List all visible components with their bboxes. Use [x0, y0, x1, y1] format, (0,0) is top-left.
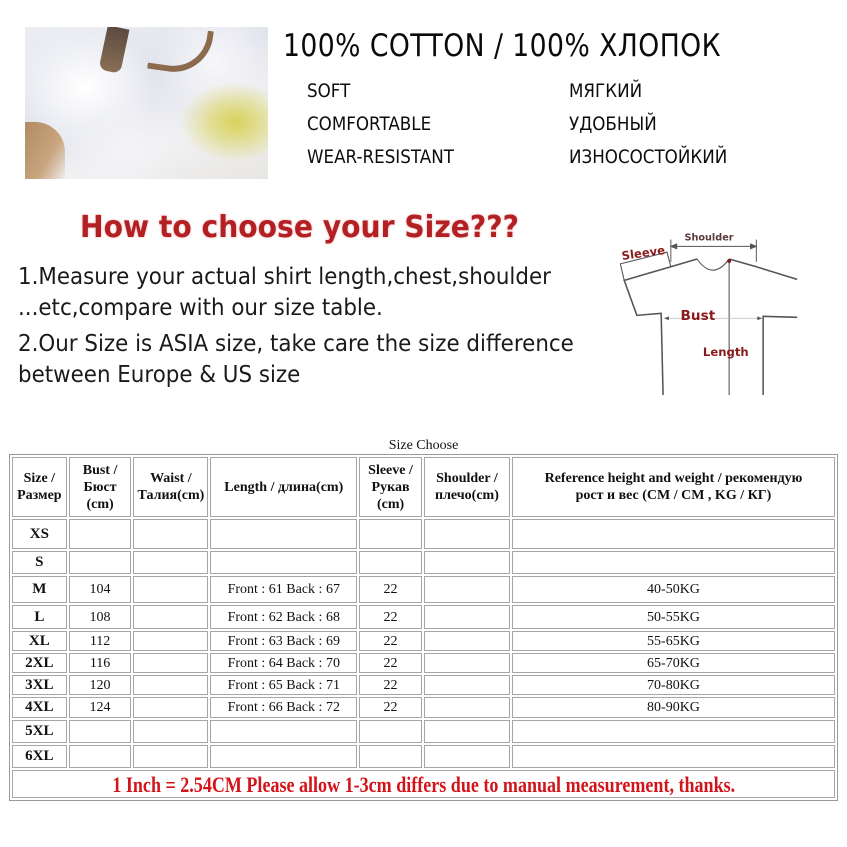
cell-size: M: [12, 576, 67, 603]
cell-bust: [69, 720, 132, 743]
table-row: [12, 653, 835, 673]
cell-shoulder: [424, 631, 510, 651]
cell-waist: [133, 720, 208, 743]
cell-bust: 112: [69, 631, 132, 651]
table-row: [12, 605, 835, 629]
cell-bust: 116: [69, 653, 132, 673]
cell-size: L: [12, 605, 67, 629]
label-length: Length: [702, 345, 749, 360]
table-header-row: [12, 457, 835, 517]
howto-title: How to choose your Size???: [80, 210, 519, 245]
table-row: [12, 675, 835, 695]
cell-bust: [69, 551, 132, 574]
cell-reference: 40-50KG: [512, 576, 835, 603]
tshirt-measurement-diagram: [600, 225, 800, 395]
cell-waist: [133, 697, 208, 718]
cell-waist: [133, 605, 208, 629]
length-line-icon: [727, 259, 731, 395]
cell-length: [210, 745, 357, 768]
cell-length: [210, 720, 357, 743]
table-row: [12, 745, 835, 768]
instruction-line-4: between Europe & US size: [18, 362, 301, 388]
cell-bust: 120: [69, 675, 132, 695]
cell-reference: [512, 720, 835, 743]
cell-sleeve: 22: [359, 697, 422, 718]
cell-reference: 50-55KG: [512, 605, 835, 629]
table-row: [12, 697, 835, 718]
cell-length: [210, 551, 357, 574]
cell-bust: 108: [69, 605, 132, 629]
cell-size: 5XL: [12, 720, 67, 743]
cotton-photo: [25, 27, 268, 179]
cell-reference: [512, 745, 835, 768]
cell-waist: [133, 519, 208, 549]
cell-size: XL: [12, 631, 67, 651]
cell-length: Front : 65 Back : 71: [210, 675, 357, 695]
header-reference: Reference height and weight / рекомендую рост и вес (CM / CM , KG / КГ): [512, 457, 835, 517]
table-row: [12, 519, 835, 549]
cell-size: XS: [12, 519, 67, 549]
cell-sleeve: 22: [359, 675, 422, 695]
cell-length: Front : 61 Back : 67: [210, 576, 357, 603]
cell-length: Front : 66 Back : 72: [210, 697, 357, 718]
feature-ru-wear-resistant: ИЗНОСОСТОЙКИЙ: [569, 146, 728, 168]
cotton-stem: [99, 27, 130, 74]
cell-bust: [69, 519, 132, 549]
cell-size: 3XL: [12, 675, 67, 695]
table-row: [12, 576, 835, 603]
cell-waist: [133, 551, 208, 574]
header-shoulder: Shoulder / плечо(cm): [424, 457, 510, 517]
cell-waist: [133, 745, 208, 768]
cell-sleeve: 22: [359, 605, 422, 629]
header-waist: Waist / Талия(cm): [133, 457, 208, 517]
label-shoulder: Shoulder: [684, 232, 734, 244]
cell-sleeve: 22: [359, 576, 422, 603]
cell-shoulder: [424, 576, 510, 603]
cell-bust: 124: [69, 697, 132, 718]
cell-length: [210, 519, 357, 549]
material-title: 100% COTTON / 100% ХЛОПОК: [283, 28, 721, 64]
label-sleeve: Sleeve: [620, 243, 666, 263]
cell-shoulder: [424, 519, 510, 549]
label-bust: Bust: [680, 308, 716, 325]
cell-length: Front : 63 Back : 69: [210, 631, 357, 651]
cell-sleeve: [359, 745, 422, 768]
instruction-line-2: ...etc,compare with our size table.: [18, 295, 383, 321]
cell-waist: [133, 576, 208, 603]
cell-shoulder: [424, 720, 510, 743]
header-size: Size / Размер: [12, 457, 67, 517]
cell-reference: 65-70KG: [512, 653, 835, 673]
header-sleeve: Sleeve / Рукав (cm): [359, 457, 422, 517]
cell-shoulder: [424, 745, 510, 768]
feature-en-soft: SOFT: [307, 80, 351, 102]
table-row: [12, 551, 835, 574]
table-row: [12, 720, 835, 743]
header-length: Length / длина(cm): [210, 457, 357, 517]
cell-reference: [512, 551, 835, 574]
feature-en-comfortable: COMFORTABLE: [307, 113, 432, 135]
cell-shoulder: [424, 551, 510, 574]
cell-sleeve: [359, 519, 422, 549]
cell-waist: [133, 675, 208, 695]
measurement-footnote: 1 Inch = 2.54CM Please allow 1-3cm differs due to manual measurement, thanks.: [12, 770, 835, 798]
table-row: [12, 631, 835, 651]
cell-bust: 104: [69, 576, 132, 603]
cell-bust: [69, 745, 132, 768]
cell-sleeve: [359, 551, 422, 574]
cell-reference: 55-65KG: [512, 631, 835, 651]
feature-en-wear-resistant: WEAR-RESISTANT: [307, 146, 454, 168]
cotton-stem: [25, 122, 65, 179]
cell-reference: 70-80KG: [512, 675, 835, 695]
cell-size: 6XL: [12, 745, 67, 768]
header-bust: Bust / Бюст (cm): [69, 457, 132, 517]
cotton-boll-husk: [147, 27, 214, 77]
instruction-line-3: 2.Our Size is ASIA size, take care the size difference: [18, 331, 574, 357]
cell-reference: 80-90KG: [512, 697, 835, 718]
cell-length: Front : 62 Back : 68: [210, 605, 357, 629]
cell-sleeve: [359, 720, 422, 743]
instruction-line-1: 1.Measure your actual shirt length,chest,shoulder: [18, 264, 551, 290]
cell-reference: [512, 519, 835, 549]
cell-size: 4XL: [12, 697, 67, 718]
cell-waist: [133, 653, 208, 673]
cell-shoulder: [424, 697, 510, 718]
cell-waist: [133, 631, 208, 651]
size-chart-table: [9, 454, 838, 801]
table-footnote-row: [12, 770, 835, 798]
cell-length: Front : 64 Back : 70: [210, 653, 357, 673]
cell-shoulder: [424, 675, 510, 695]
cell-sleeve: 22: [359, 631, 422, 651]
feature-ru-comfortable: УДОБНЫЙ: [569, 113, 657, 135]
cell-sleeve: 22: [359, 653, 422, 673]
cell-shoulder: [424, 653, 510, 673]
feature-ru-soft: МЯГКИЙ: [569, 80, 643, 102]
table-caption: Size Choose: [388, 438, 459, 453]
cell-shoulder: [424, 605, 510, 629]
cell-size: 2XL: [12, 653, 67, 673]
cell-size: S: [12, 551, 67, 574]
